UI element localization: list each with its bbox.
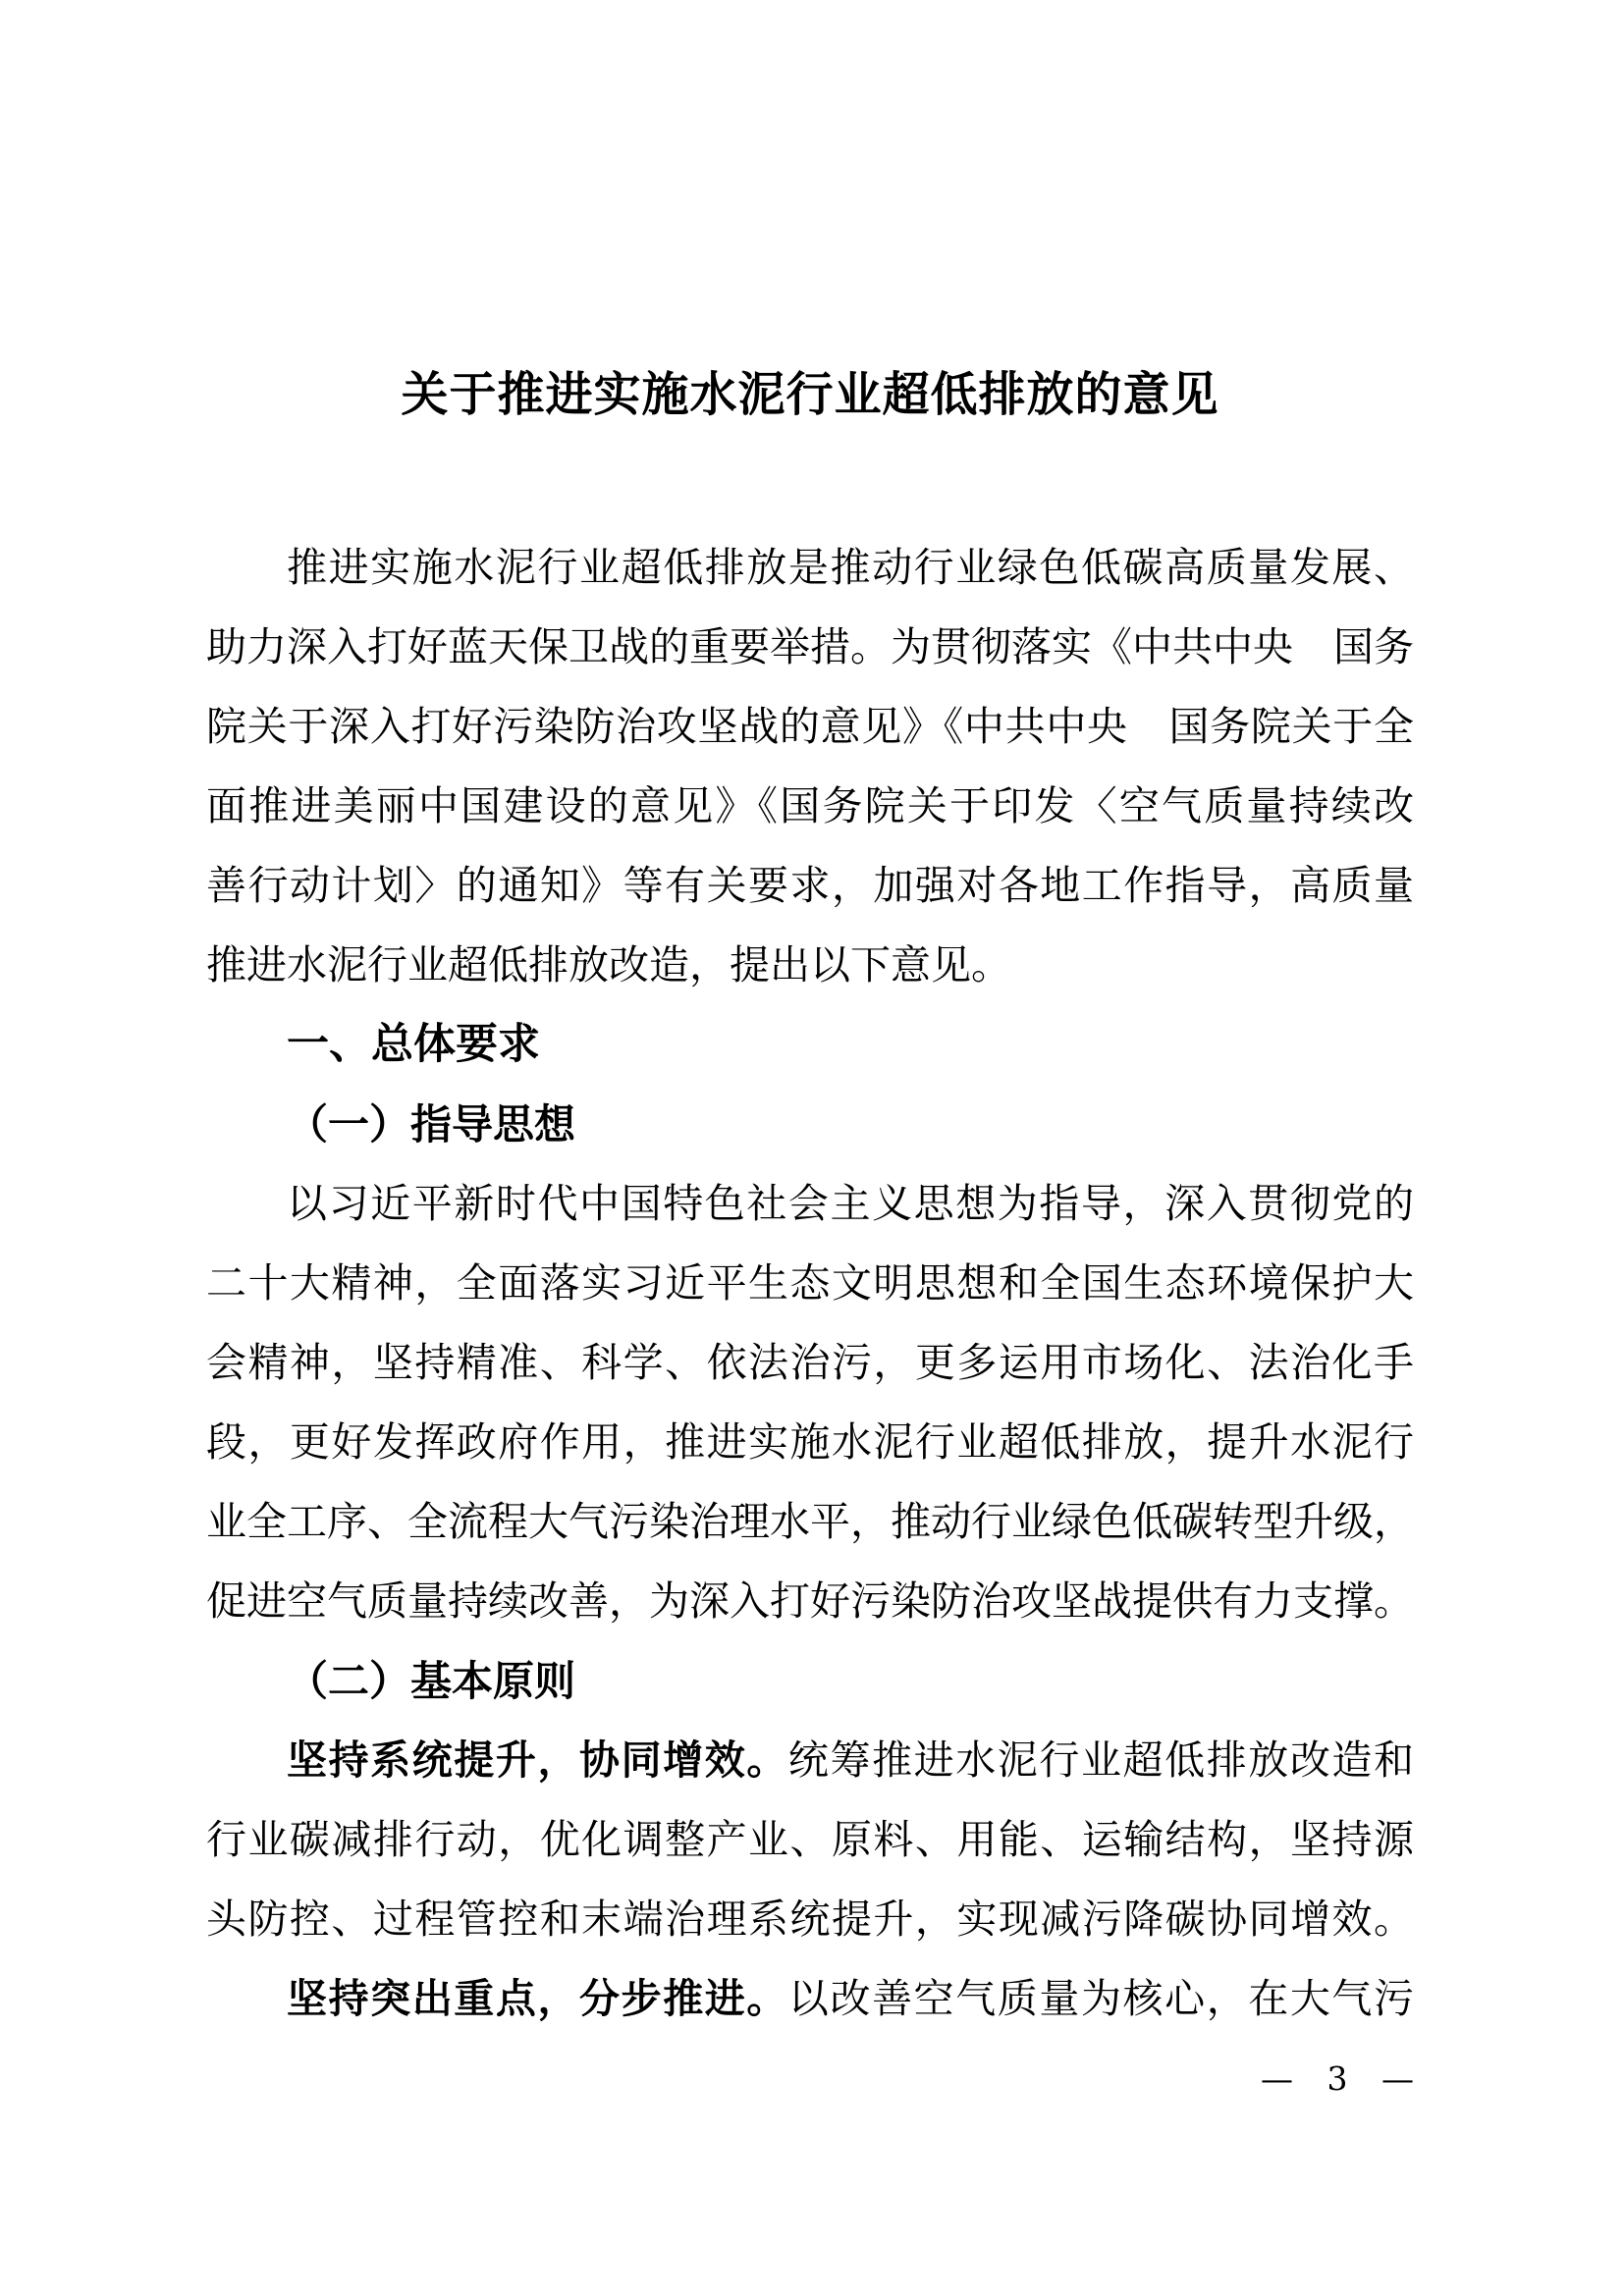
document-line: 推进水泥行业超低排放改造，提出以下意见。: [206, 941, 1011, 988]
document-line: 院关于深入打好污染防治攻坚战的意见》《中共中央 国务院关于全: [206, 703, 1414, 750]
document-line: 促进空气质量持续改善，为深入打好污染防治攻坚战提供有力支撑。: [206, 1577, 1414, 1625]
document-line: 以习近平新时代中国特色社会主义思想为指导，深入贯彻党的: [287, 1180, 1414, 1227]
document-line: 段，更好发挥政府作用，推进实施水泥行业超低排放，提升水泥行: [206, 1418, 1414, 1466]
document-line: 助力深入打好蓝天保卫战的重要举措。为贯彻落实《中共中央 国务: [206, 623, 1414, 670]
document-line: 二十大精神，全面落实习近平生态文明思想和全国生态环境保护大: [206, 1259, 1414, 1307]
subsection-heading: （二）基本原则: [287, 1657, 576, 1705]
line-text: 统筹推进水泥行业超低排放改造和: [787, 1736, 1414, 1784]
bold-lead-text: 坚持系统提升，协同增效。: [287, 1736, 788, 1784]
line-text: 以改善空气质量为核心，在大气污: [787, 1975, 1414, 2022]
document-line: [206, 1721, 1414, 1800]
section-heading: 一、总体要求: [287, 1020, 540, 1069]
document-line: 善行动计划〉的通知》等有关要求，加强对各地工作指导，高质量: [206, 862, 1414, 909]
document-line: 推进实施水泥行业超低排放是推动行业绿色低碳高质量发展、: [287, 544, 1414, 591]
subsection-heading: （一）指导思想: [287, 1100, 576, 1148]
document-line: 头防控、过程管控和末端治理系统提升，实现减污降碳协同增效。: [206, 1896, 1414, 1943]
document-line: 业全工序、全流程大气污染治理水平，推动行业绿色低碳转型升级，: [206, 1498, 1414, 1545]
bold-lead-text: 坚持突出重点，分步推进。: [287, 1975, 788, 2022]
document-line: 面推进美丽中国建设的意见》《国务院关于印发〈空气质量持续改: [206, 782, 1414, 829]
document-line: [206, 1959, 1414, 2039]
document-line: 行业碳减排行动，优化调整产业、原料、用能、运输结构，坚持源: [206, 1816, 1414, 1863]
document-title: 关于推进实施水泥行业超低排放的意见: [401, 367, 1219, 422]
page-number: — 3 —: [1261, 2059, 1414, 2098]
document-line: 会精神，坚持精准、科学、依法治污，更多运用市场化、法治化手: [206, 1339, 1414, 1386]
text-column: [206, 528, 1414, 2039]
